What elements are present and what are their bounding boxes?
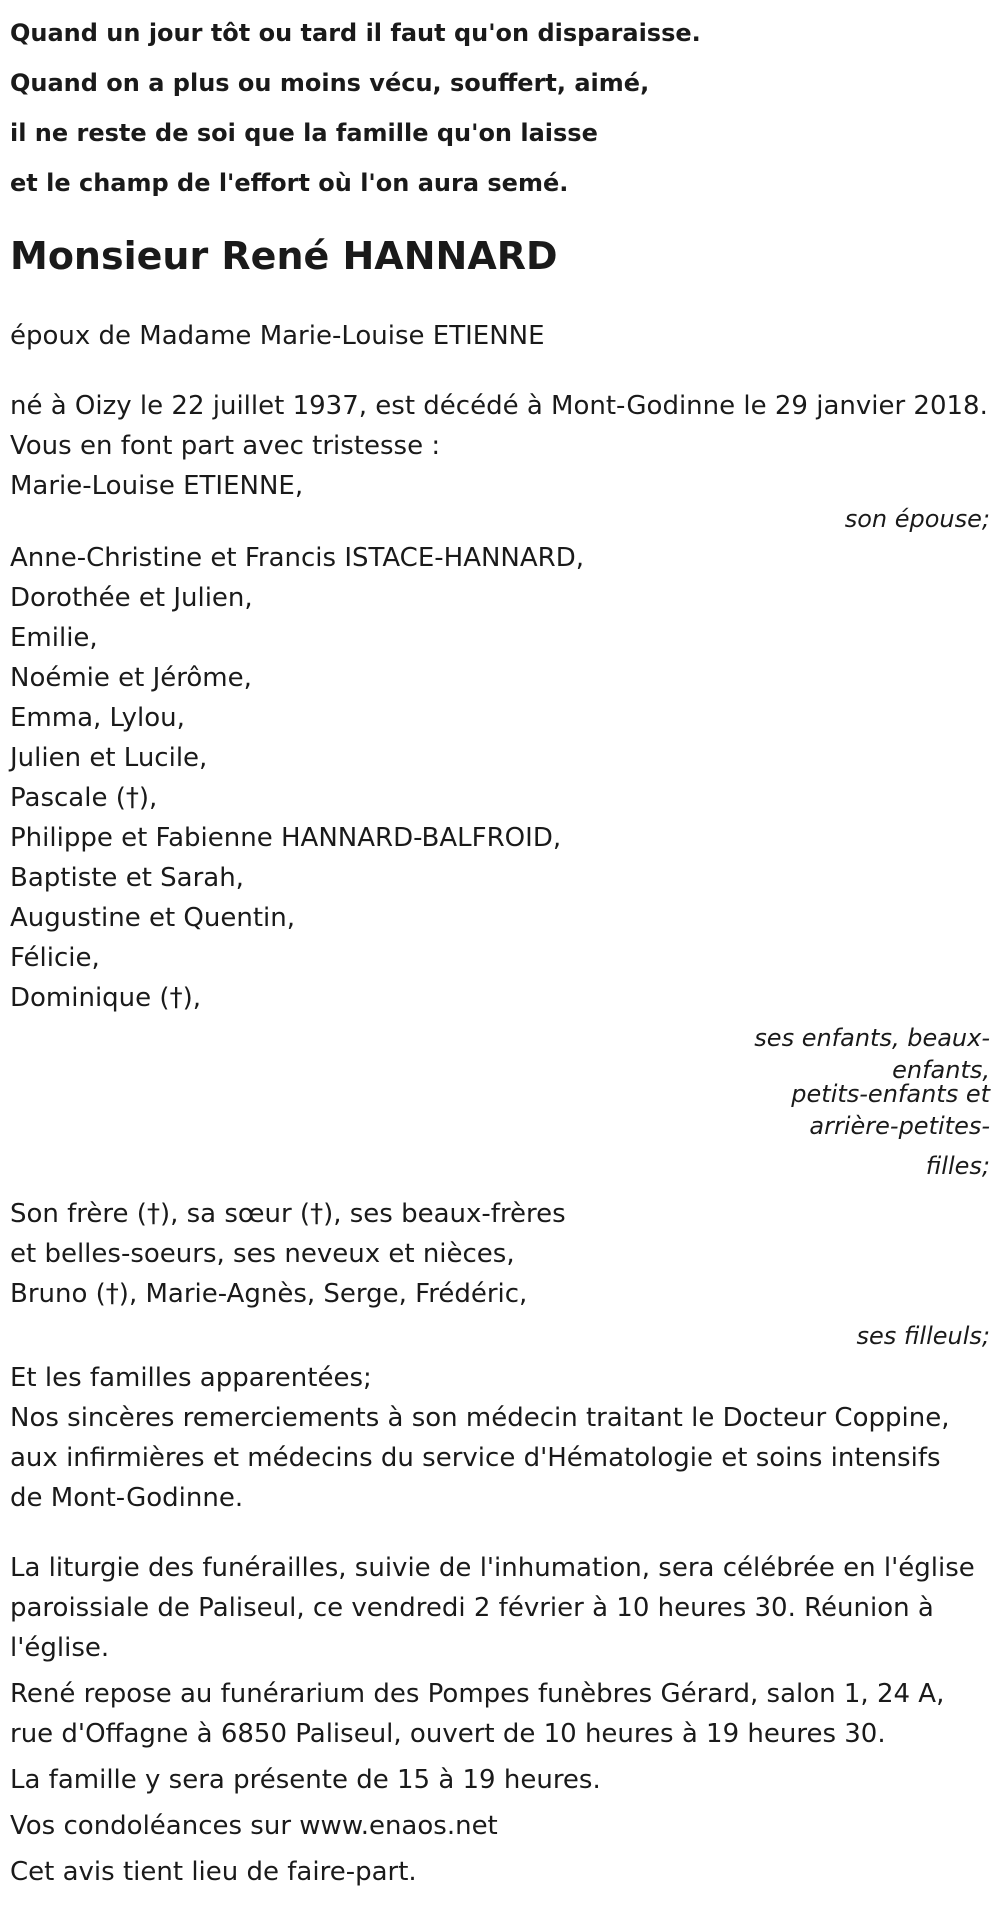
godchildren-role: ses filleuls;: [856, 1322, 990, 1350]
poem-line: Quand un jour tôt ou tard il faut qu'on disparaisse.: [10, 19, 701, 47]
poem-line: Quand on a plus ou moins vécu, souffert, aimé,: [10, 69, 650, 97]
list-item: Félicie,: [10, 943, 100, 973]
liturgy-paragraph: [10, 1548, 992, 1668]
list-item: Bruno (†), Marie-Agnès, Serge, Frédéric,: [10, 1279, 528, 1309]
family-presence: La famille y sera présente de 15 à 19 heures.: [10, 1765, 601, 1795]
list-item: Emilie,: [10, 623, 98, 653]
repose-line: rue d'Offagne à 6850 Paliseul, ouvert de 10 heures à 19 heures 30.: [10, 1719, 886, 1749]
poem-line: et le champ de l'effort où l'on aura semé.: [10, 169, 569, 197]
list-item: Dorothée et Julien,: [10, 583, 253, 613]
role-line: petits-enfants et: [791, 1080, 990, 1108]
birth-death-line: né à Oizy le 22 juillet 1937, est décédé à Mont-Godinne le 29 janvier 2018.: [10, 391, 988, 421]
role-line: ses enfants, beaux-: [754, 1024, 990, 1052]
notice-line: Cet avis tient lieu de faire-part.: [10, 1857, 417, 1887]
obituary-notice: [10, 0, 992, 1892]
role-line: arrière-petites-: [809, 1112, 990, 1140]
list-item: Pascale (†),: [10, 783, 158, 813]
spouse-role: son épouse;: [844, 505, 990, 533]
list-item: Augustine et Quentin,: [10, 903, 295, 933]
thanks-paragraph: [10, 1398, 992, 1518]
poem-line: il ne reste de soi que la famille qu'on laisse: [10, 119, 598, 147]
spouse-line: époux de Madame Marie-Louise ETIENNE: [10, 321, 545, 351]
list-item: Son frère (†), sa sœur (†), ses beaux-frères: [10, 1199, 566, 1229]
liturgy-line: paroissiale de Paliseul, ce vendredi 2 février à 10 heures 30. Réunion à: [10, 1593, 934, 1623]
spouse-mourner: Marie-Louise ETIENNE,: [10, 471, 304, 501]
liturgy-line: l'église.: [10, 1633, 110, 1663]
repose-line: René repose au funérarium des Pompes funèbres Gérard, salon 1, 24 A,: [10, 1679, 945, 1709]
poem: [10, 0, 992, 208]
relatives-list: [10, 1194, 992, 1314]
deceased-name: Monsieur René HANNARD: [10, 234, 558, 278]
list-item: Noémie et Jérôme,: [10, 663, 252, 693]
families-line: Et les familles apparentées;: [10, 1363, 372, 1393]
role-line: enfants,: [892, 1056, 990, 1084]
list-item: Julien et Lucile,: [10, 743, 208, 773]
list-item: Emma, Lylou,: [10, 703, 185, 733]
list-item: Philippe et Fabienne HANNARD-BALFROID,: [10, 823, 562, 853]
list-item: Dominique (†),: [10, 983, 201, 1013]
liturgy-line: La liturgie des funérailles, suivie de l'inhumation, sera célébrée en l'église: [10, 1553, 975, 1583]
children-role: [730, 1018, 992, 1186]
list-item: Anne-Christine et Francis ISTACE-HANNARD,: [10, 543, 585, 573]
condolences-line: Vos condoléances sur www.enaos.net: [10, 1811, 498, 1841]
list-item: Baptiste et Sarah,: [10, 863, 244, 893]
list-item: et belles-soeurs, ses neveux et nièces,: [10, 1239, 515, 1269]
repose-paragraph: [10, 1674, 992, 1754]
announcement-intro: Vous en font part avec tristesse :: [10, 431, 441, 461]
thanks-line: aux infirmières et médecins du service d'Hématologie et soins intensifs: [10, 1443, 941, 1473]
role-line: filles;: [925, 1152, 990, 1180]
thanks-line: Nos sincères remerciements à son médecin traitant le Docteur Coppine,: [10, 1403, 950, 1433]
children-list: [10, 538, 992, 1018]
thanks-line: de Mont-Godinne.: [10, 1483, 244, 1513]
